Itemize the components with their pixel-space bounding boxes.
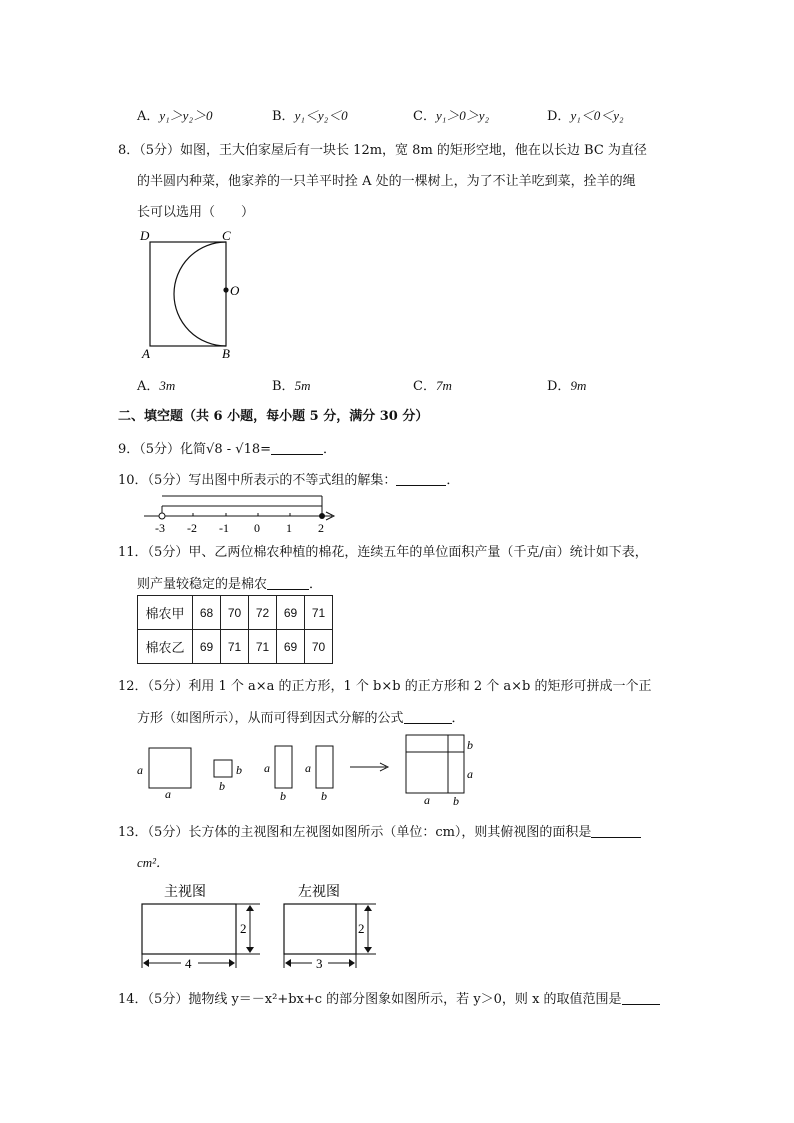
q11-stem-line2: 则产量较稳定的是棉农 ． xyxy=(137,577,323,592)
svg-text:b: b xyxy=(219,779,225,793)
q14-question: 14．（5分）抛物线 y＝－x²+bx+c 的部分图象如图所示，若 y＞0，则 x 的取值范围是 xyxy=(118,988,660,1007)
q8-option-b: B．5m xyxy=(272,378,311,394)
q7-option-a: A．y₁＞y₂＞0 xyxy=(137,108,213,124)
down-arrow-icon xyxy=(246,947,254,953)
front-height-label: 2 xyxy=(240,921,247,936)
rect-ab-1 xyxy=(275,746,292,788)
q9-sqrt18: √18 xyxy=(235,442,261,457)
table-cell: 71 xyxy=(221,630,249,664)
square-b xyxy=(214,760,232,777)
svg-text:a: a xyxy=(137,763,143,777)
svg-text:b: b xyxy=(321,789,327,803)
table-cell: 69 xyxy=(277,630,305,664)
tick-label: -3 xyxy=(155,521,165,535)
down-arrow-icon xyxy=(364,947,372,953)
q11-stem-line1: 11．（5分）甲、乙两位棉农种植的棉花，连续五年的单位面积产量（千克/亩）统计如下表， xyxy=(118,545,648,560)
q11-yield-table xyxy=(137,595,333,664)
q13-stem-line2: cm²． xyxy=(137,855,170,870)
svg-text:a: a xyxy=(305,761,311,775)
q11-answer-blank[interactable] xyxy=(267,575,309,590)
svg-text:a: a xyxy=(264,761,270,775)
svg-text:a: a xyxy=(467,767,473,781)
front-width-label: 4 xyxy=(185,956,192,971)
row-name: 棉农乙 xyxy=(138,630,193,664)
closed-circle-icon xyxy=(319,513,325,519)
q9-equals: = xyxy=(260,442,272,457)
label-a: A xyxy=(142,346,150,361)
table-cell: 71 xyxy=(305,596,333,630)
svg-text:b: b xyxy=(280,789,286,803)
q10-number-line xyxy=(140,489,340,535)
up-arrow-icon xyxy=(364,905,372,911)
q12-stem-line2: 方形（如图所示），从而可得到因式分解的公式 ． xyxy=(137,711,465,726)
label-c: C xyxy=(222,228,231,243)
rectangle-abcd xyxy=(150,242,226,346)
q8-stem-line3: 长可以选用（ ） xyxy=(137,205,255,220)
semicircle xyxy=(174,242,226,346)
left-arrow-icon xyxy=(285,959,291,967)
svg-text:b: b xyxy=(453,794,459,808)
q13-answer-blank[interactable] xyxy=(591,823,641,838)
left-arrow-icon xyxy=(143,959,149,967)
svg-text:b: b xyxy=(467,738,473,752)
q8-option-a: A．3m xyxy=(137,378,176,394)
table-cell: 69 xyxy=(277,596,305,630)
q13-views-figure xyxy=(136,880,386,974)
tick-label: 0 xyxy=(254,521,260,535)
q10-answer-blank[interactable] xyxy=(396,471,446,486)
open-circle-icon xyxy=(159,513,165,519)
left-height-label: 2 xyxy=(358,921,365,936)
q12-answer-blank[interactable] xyxy=(404,709,452,724)
q7-option-b: B．y₁＜y₂＜0 xyxy=(272,108,348,124)
table-cell: 68 xyxy=(193,596,221,630)
table-row xyxy=(138,596,333,630)
q7-option-c: C．y₁＞0＞y₂ xyxy=(413,108,490,124)
q13-stem-line1: 13．（5分）长方体的主视图和左视图如图所示（单位：cm），则其俯视图的面积是 xyxy=(118,821,641,840)
rect-ab-2 xyxy=(316,746,333,788)
center-point-o xyxy=(223,287,228,292)
front-view-rect xyxy=(142,904,236,954)
svg-text:a: a xyxy=(424,793,430,807)
table-cell: 70 xyxy=(221,596,249,630)
tick-label: 1 xyxy=(286,521,292,535)
front-view-title: 主视图 xyxy=(164,885,206,900)
left-view-title: 左视图 xyxy=(298,885,340,900)
q8-stem-line1: 8．（5分）如图，王大伯家屋后有一块长 12m，宽 8m 的矩形空地，他在以长边 BC 为直径 xyxy=(118,143,647,158)
table-cell: 70 xyxy=(305,630,333,664)
combined-square xyxy=(406,735,464,793)
label-d: D xyxy=(140,228,150,243)
table-cell: 71 xyxy=(249,630,277,664)
tick-label: -2 xyxy=(187,521,197,535)
q10-question: 10．（5分）写出图中所表示的不等式组的解集： ． xyxy=(118,473,460,488)
row-name: 棉农甲 xyxy=(138,596,193,630)
q9-minus: - xyxy=(222,442,236,457)
table-cell: 72 xyxy=(249,596,277,630)
section-heading: 二、填空题（共 6 小题，每小题 5 分，满分 30 分） xyxy=(118,409,429,424)
label-o: O xyxy=(230,283,240,298)
q12-squares-figure xyxy=(130,732,490,810)
q8-option-c: C．7m xyxy=(413,378,452,394)
right-arrow-icon xyxy=(229,959,235,967)
q9-prefix: 9．（5分）化简 xyxy=(118,442,207,457)
svg-text:b: b xyxy=(236,763,242,777)
up-arrow-icon xyxy=(246,905,254,911)
tick-label: -1 xyxy=(219,521,229,535)
svg-text:a: a xyxy=(165,787,171,801)
table-cell: 69 xyxy=(193,630,221,664)
q9-sqrt8: √8 xyxy=(206,442,223,457)
q12-stem-line1: 12．（5分）利用 1 个 a×a 的正方形，1 个 b×b 的正方形和 2 个 a×b 的矩形可拼成一个正 xyxy=(118,679,652,694)
q8-option-d: D．9m xyxy=(547,378,587,394)
q9-answer-blank[interactable] xyxy=(271,440,323,455)
right-arrow-icon xyxy=(349,959,355,967)
q9-question: 9．（5分）化简√8 - √18= ． xyxy=(118,442,337,457)
tick-label: 2 xyxy=(318,521,324,535)
square-a xyxy=(149,748,191,788)
q7-option-d: D．y₁＜0＜y₂ xyxy=(547,108,624,124)
q8-stem-line2: 的半圆内种菜，他家养的一只羊平时拴 A 处的一棵树上，为了不让羊吃到菜，拴羊的绳 xyxy=(137,174,636,189)
left-view-rect xyxy=(284,904,356,954)
label-b: B xyxy=(222,346,230,361)
left-width-label: 3 xyxy=(316,956,323,971)
q8-rectangle-figure xyxy=(130,226,250,364)
q14-answer-blank[interactable] xyxy=(622,990,660,1005)
table-row xyxy=(138,630,333,664)
